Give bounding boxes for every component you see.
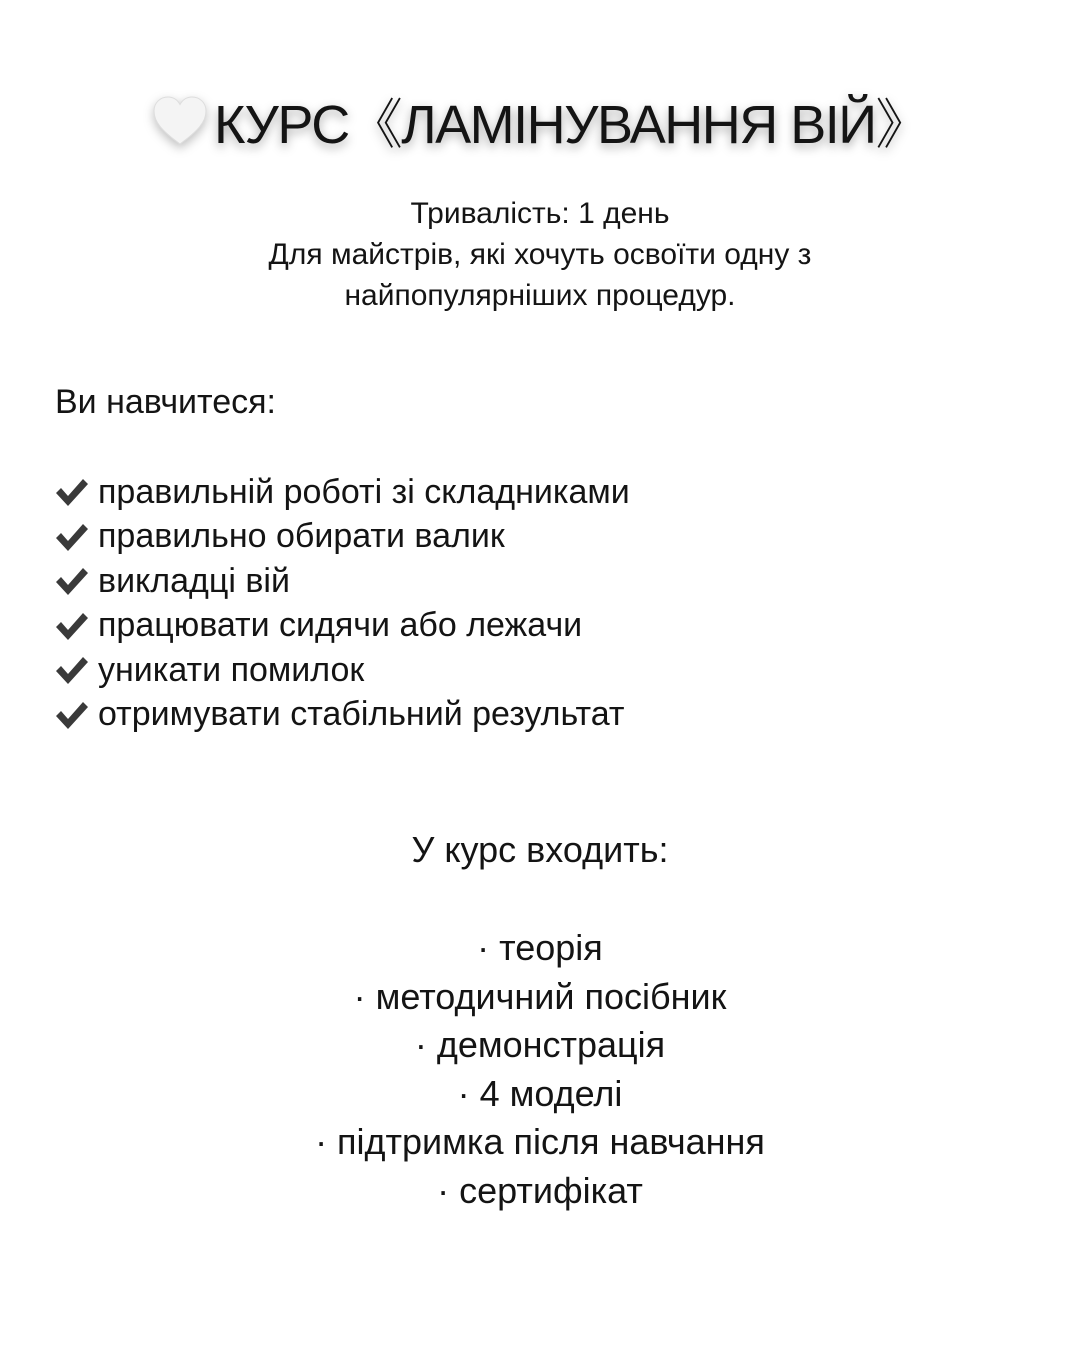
audience-text-line1: Для майстрів, які хочуть освоїти одну з [268,238,812,271]
learn-item [55,515,630,560]
include-item: · методичний посібник [353,975,727,1017]
learn-item-label: правильній роботі зі складниками [98,472,630,511]
duration-text: Тривалість: 1 день [410,197,670,230]
learn-item [55,470,630,515]
include-item: · демонстрація [414,1024,666,1065]
include-item: · 4 моделі [457,1072,623,1114]
check-mark-icon [55,611,89,641]
learn-heading: Ви навчитеся: [55,383,276,421]
course-title [0,82,1080,159]
learn-item [55,693,630,738]
check-mark-icon [55,700,89,730]
include-item: · теорія [477,927,603,968]
check-mark-icon [55,522,89,552]
check-mark-icon [55,477,89,507]
audience-text-line2: найпопулярніших процедур. [344,279,736,312]
includes-heading: У курс входить: [411,829,669,870]
check-mark-icon [55,655,89,685]
include-item: · підтримка після навчання [315,1121,765,1162]
white-heart-icon [152,95,208,147]
learn-item [55,604,630,649]
learn-item [55,559,630,604]
learn-item [55,648,630,693]
include-item: · сертифікат [437,1169,643,1211]
learn-item-label: правильно обирати валик [98,517,505,556]
includes-list [0,924,1080,1215]
check-mark-icon [55,566,89,596]
learn-item-label: викладці вій [98,561,290,600]
learn-item-label: працювати сидячи або лежачи [98,606,583,645]
learn-item-label: уникати помилок [98,650,365,689]
course-title-text: КУРС《ЛАМІНУВАННЯ ВІЙ》 [213,95,929,155]
learn-item-label: отримувати стабільний результат [98,695,625,734]
course-intro [0,193,1080,316]
learn-list [55,470,630,737]
